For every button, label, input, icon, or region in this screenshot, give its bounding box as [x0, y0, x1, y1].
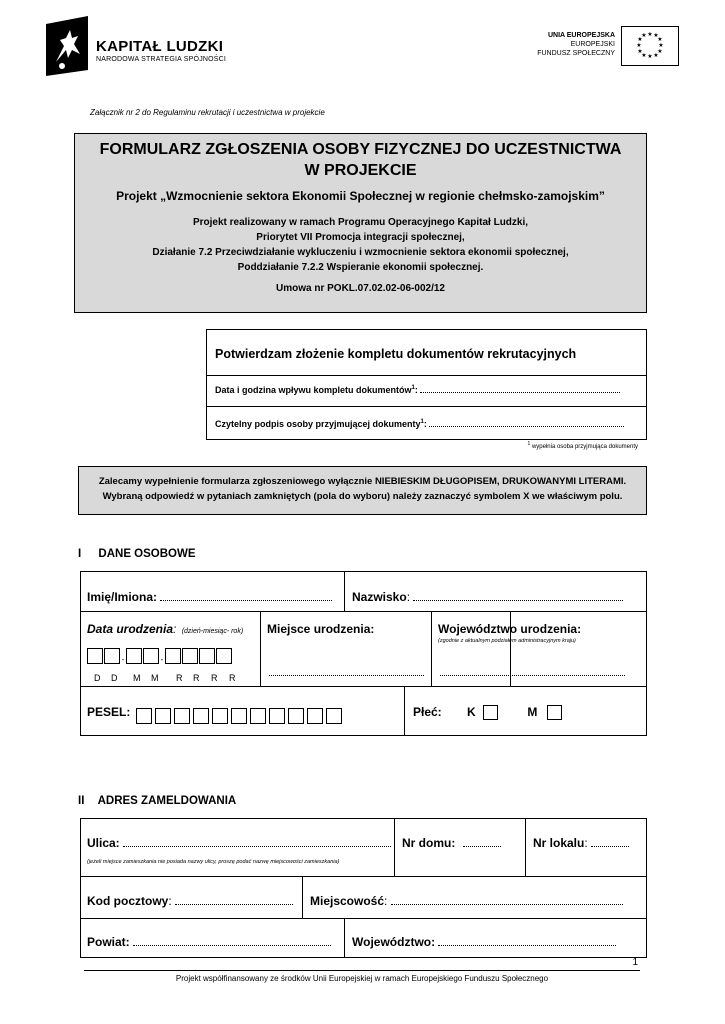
kapital-ludzki-logo	[44, 16, 244, 80]
street-label: Ulica:	[87, 836, 120, 850]
pesel-digit-box[interactable]	[155, 708, 171, 724]
county-field[interactable]	[81, 919, 345, 957]
birth-date-boxes: - -	[87, 648, 232, 664]
birth-voivodeship-hint: (zgodnie z aktualnym podziałem administracyjnym kraju)	[438, 638, 576, 644]
kapital-ludzki-title: KAPITAŁ LUDZKI	[96, 38, 224, 55]
receipt-date-label: Data i godzina wpływu kompletu dokumentów	[215, 385, 412, 395]
confirmation-footnote	[470, 441, 638, 450]
first-name-field[interactable]	[81, 572, 345, 612]
date-letter: M	[133, 673, 141, 683]
sex-label: Płeć:	[413, 705, 442, 719]
eu-stars-icon	[622, 27, 678, 65]
footer-rule	[84, 970, 640, 971]
pesel-digit-box[interactable]	[136, 708, 152, 724]
street-field[interactable]	[81, 819, 395, 877]
city-field[interactable]: Miejscowość:	[303, 877, 646, 919]
birth-voivodeship-field[interactable]	[431, 612, 646, 687]
project-info	[75, 215, 646, 275]
receiver-signature-label: Czytelny podpis osoby przyjmującej dokumenty	[215, 419, 421, 429]
form-title-line2: W PROJEKCIE	[304, 162, 417, 179]
svg-text:★: ★	[658, 42, 664, 49]
project-info-line: Działanie 7.2 Przeciwdziałanie wykluczeniu i wzmocnienie sektora ekonomii społecznej,	[152, 247, 569, 258]
footnote-ref: 1	[411, 385, 415, 391]
flat-number-field[interactable]: Nr lokalu:	[526, 819, 646, 877]
date-digit-box[interactable]	[87, 648, 103, 664]
receipt-date-field[interactable]: Data i godzina wpływu kompletu dokumentów$^1$:	[215, 385, 620, 395]
form-title-line1: FORMULARZ ZGŁOSZENIA OSOBY FIZYCZNEJ DO UCZESTNICTWA	[99, 141, 622, 158]
house-number-field[interactable]	[395, 819, 526, 877]
date-digit-box[interactable]	[126, 648, 142, 664]
svg-text:★: ★	[657, 48, 663, 55]
postal-code-label: Kod pocztowy	[87, 894, 169, 908]
pesel-digit-box[interactable]	[231, 708, 247, 724]
instructions-line2: Wybraną odpowiedź w pytaniach zamkniętych (pola do wyboru) należy zaznaczyć symbolem X we właściwym polu.	[102, 491, 623, 502]
eu-line3: FUNDUSZ SPOŁECZNY	[537, 50, 615, 57]
flat-number-label: Nr lokalu	[533, 836, 585, 850]
instructions-line1: Zalecamy wypełnienie formularza zgłoszeniowego wyłącznie NIEBIESKIM DŁUGOPISEM, DRUKOWANYMI LITERAMI.	[98, 476, 627, 487]
footnote-text: wypełnia osoba przyjmująca dokumenty	[531, 444, 638, 450]
pesel-label: PESEL:	[87, 705, 131, 719]
pesel-digit-box[interactable]	[326, 708, 342, 724]
kapital-ludzki-subtitle: NARODOWA STRATEGIA SPÓJNOŚCI	[96, 56, 227, 63]
first-name-label: Imię/Imiona:	[87, 590, 158, 604]
footer-text: Projekt współfinansowany ze środków Unii Europejskiej w ramach Europejskiego Funduszu Społecznego	[175, 974, 549, 983]
eu-flag	[621, 26, 679, 66]
last-name-label: Nazwisko	[352, 590, 407, 604]
svg-text:★: ★	[653, 52, 659, 59]
street-hint: (jeżeli miejsce zamieszkania nie posiada nazwy ulicy, proszę podać nazwę miejscowości zamieszkania)	[87, 859, 340, 865]
date-letter: D	[94, 673, 101, 683]
date-letter: R	[193, 673, 200, 683]
kapital-ludzki-emblem-icon	[44, 16, 90, 78]
instructions-box	[78, 466, 647, 515]
date-digit-box[interactable]	[143, 648, 159, 664]
svg-text:★: ★	[641, 52, 647, 59]
sex-m-checkbox[interactable]	[547, 705, 562, 720]
postal-code-field[interactable]: Kod pocztowy:	[81, 877, 303, 919]
date-letter: M	[151, 673, 159, 683]
sex-k-checkbox[interactable]	[483, 705, 498, 720]
pesel-field[interactable]	[81, 687, 405, 735]
house-number-label: Nr domu:	[402, 836, 456, 850]
receiver-signature-field[interactable]: Czytelny podpis osoby przyjmującej dokumenty$^1$:	[215, 419, 624, 429]
date-digit-box[interactable]	[199, 648, 215, 664]
date-letter: R	[229, 673, 236, 683]
page-number: 1	[632, 957, 638, 968]
birth-date-label: Data urodzenia	[87, 622, 174, 636]
date-digit-box[interactable]	[165, 648, 181, 664]
eu-line1: UNIA EUROPEJSKA	[547, 32, 615, 39]
svg-text:★: ★	[637, 48, 643, 55]
confirmation-title: Potwierdzam złożenie kompletu dokumentów rekrutacyjnych	[215, 347, 577, 361]
project-name: Projekt „Wzmocnienie sektora Ekonomii Społecznej w regionie chełmsko-zamojskim”	[116, 189, 605, 203]
section1-heading	[78, 548, 196, 560]
date-letter: R	[176, 673, 183, 683]
birth-date-hint: (dzień-miesiąc- rok)	[181, 628, 244, 635]
eu-logo-text	[520, 31, 615, 58]
form-header-box	[74, 133, 647, 313]
pesel-digit-box[interactable]	[307, 708, 323, 724]
section2-number: II	[78, 795, 85, 807]
birth-place-label: Miejsce urodzenia:	[267, 622, 375, 636]
project-info-line: Projekt realizowany w ramach Programu Operacyjnego Kapitał Ludzki,	[192, 217, 529, 228]
date-digit-box[interactable]	[216, 648, 232, 664]
pesel-digit-box[interactable]	[174, 708, 190, 724]
pesel-digit-box[interactable]	[269, 708, 285, 724]
county-label: Powiat:	[87, 935, 130, 949]
date-digit-box[interactable]	[104, 648, 120, 664]
section2-title: ADRES ZAMELDOWANIA	[97, 795, 237, 807]
project-info-line: Poddziałanie 7.2.2 Wspieranie ekonomii społecznej.	[237, 262, 484, 273]
contract-number: Umowa nr POKL.07.02.02-06-002/12	[276, 283, 445, 294]
svg-text:★: ★	[657, 36, 663, 43]
pesel-digit-box[interactable]	[250, 708, 266, 724]
personal-data-table	[80, 571, 647, 736]
city-label: Miejscowość	[310, 894, 385, 908]
pesel-digit-box[interactable]	[212, 708, 228, 724]
sex-m-label: M	[527, 705, 538, 719]
birth-date-field[interactable]: Data urodzenia: (dzień-miesiąc- rok) - - D D M M R R R R	[81, 612, 261, 687]
project-info-line: Priorytet VII Promocja integracji społecznej,	[256, 232, 465, 243]
address-table	[80, 818, 647, 958]
date-letter: R	[211, 673, 218, 683]
svg-text:★: ★	[647, 31, 653, 38]
eu-line2: EUROPEJSKI	[570, 41, 615, 48]
svg-text:★: ★	[641, 32, 647, 39]
footnote-mark: 1	[527, 441, 531, 447]
pesel-digit-box[interactable]	[288, 708, 304, 724]
date-digit-box[interactable]	[182, 648, 198, 664]
pesel-digit-box[interactable]	[193, 708, 209, 724]
svg-text:★: ★	[636, 42, 642, 49]
svg-text:★: ★	[637, 36, 643, 43]
voivodeship-label: Województwo:	[352, 935, 436, 949]
section1-number: I	[78, 548, 82, 560]
last-name-field[interactable]: Nazwisko:	[345, 572, 646, 612]
svg-text:★: ★	[653, 32, 659, 39]
annex-note: Załącznik nr 2 do Regulaminu rekrutacji i uczestnictwa w projekcie	[90, 108, 325, 117]
date-letter: D	[111, 673, 118, 683]
section2-heading	[78, 795, 236, 807]
birth-voivodeship-label: Województwo urodzenia:	[438, 622, 582, 636]
footnote-ref: 1	[420, 419, 424, 425]
confirmation-box	[206, 329, 647, 440]
voivodeship-field[interactable]	[345, 919, 646, 957]
section1-title: DANE OSOBOWE	[98, 548, 196, 560]
sex-field	[405, 687, 646, 735]
sex-k-label: K	[467, 705, 476, 719]
svg-text:★: ★	[647, 53, 653, 60]
